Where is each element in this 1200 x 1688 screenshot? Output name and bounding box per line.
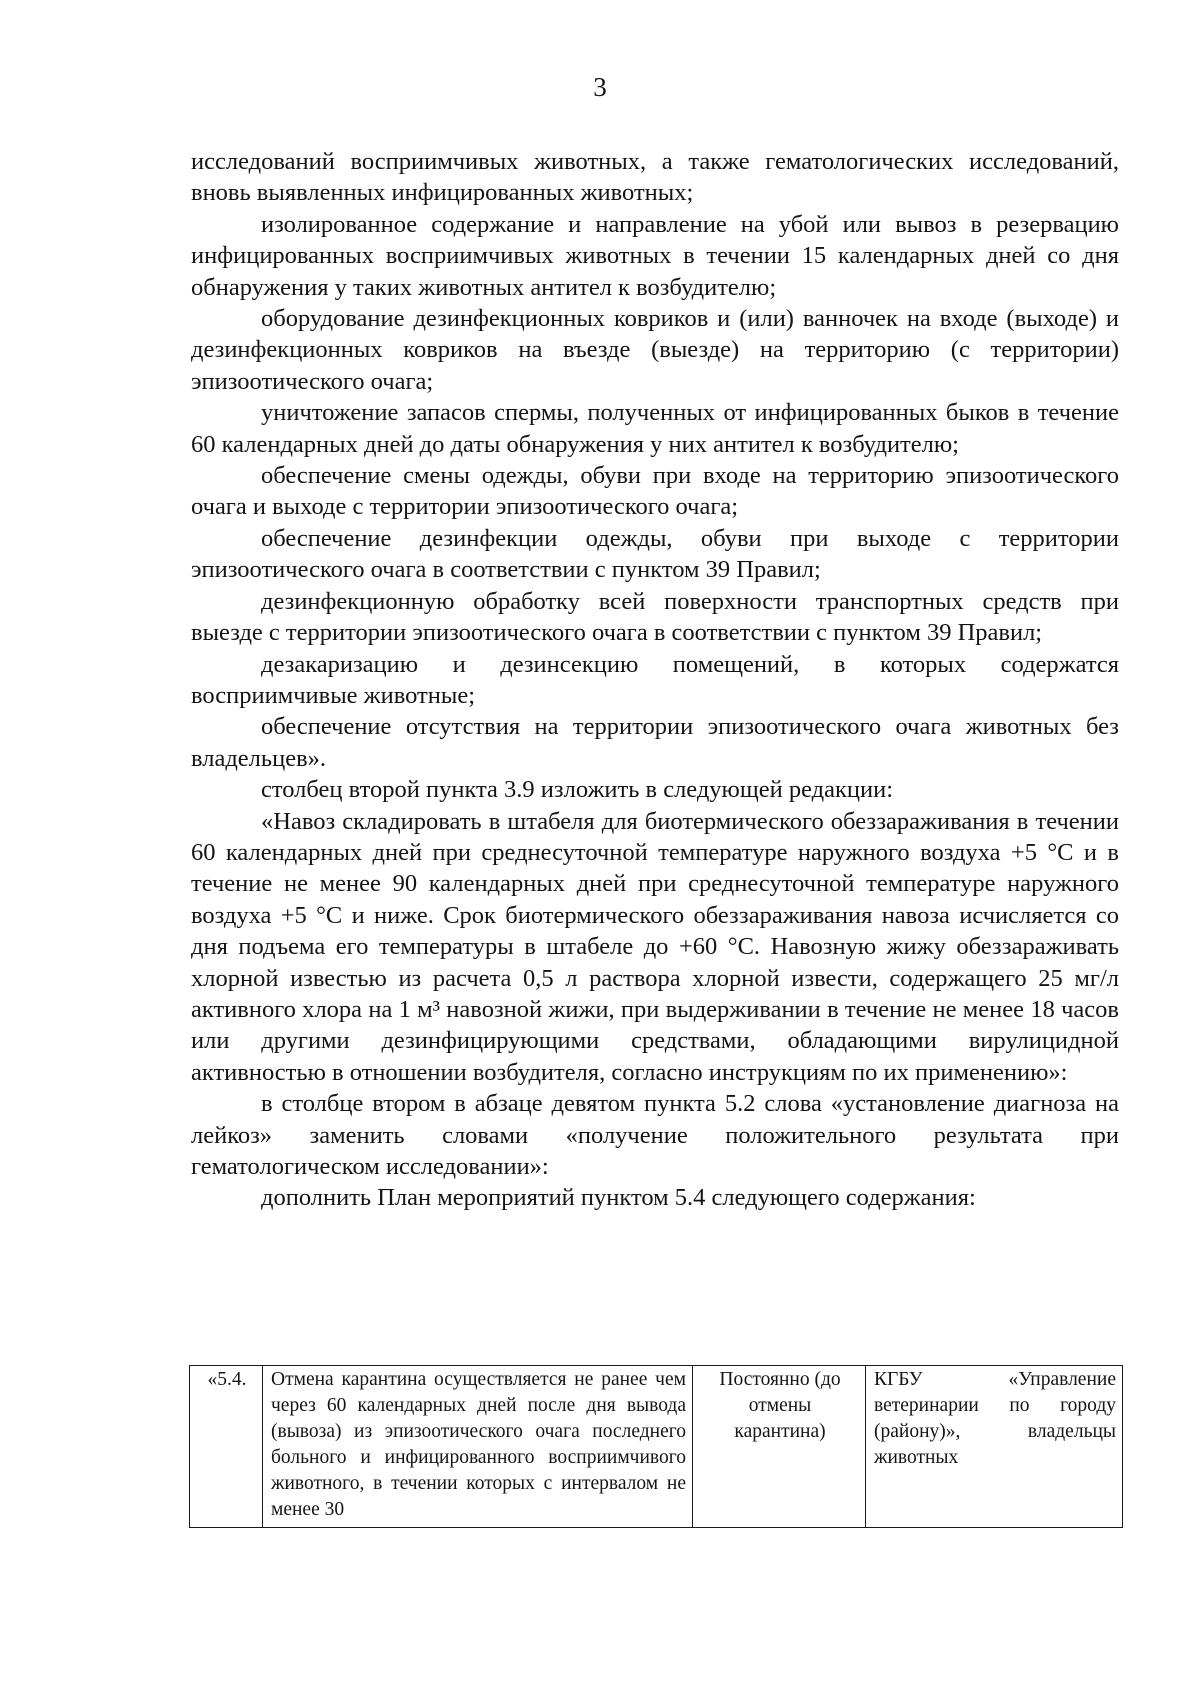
paragraph: дезинфекционную обработку всей поверхности транспортных средств при выезде с территории эпизоотического очага в соответствии с пунктом 39 Правил; (191, 587, 1119, 647)
item-number-cell: «5.4. (190, 1366, 263, 1528)
paragraph: уничтожение запасов спермы, полученных от инфицированных быков в течение 60 календарных дней до даты обнаружения у них антител к возбудителю; (191, 399, 1119, 458)
document-body (191, 146, 1119, 1214)
table-row (190, 1366, 1123, 1528)
paragraph: столбец второй пункта 3.9 изложить в следующей редакции: (261, 776, 894, 804)
paragraph: обеспечение дезинфекции одежды, обуви при выходе с территории эпизоотического очага в соответствии с пунктом 39 Правил; (191, 524, 1119, 584)
paragraph: дополнить План мероприятий пунктом 5.4 следующего содержания: (261, 1184, 976, 1212)
paragraph: обеспечение смены одежды, обуви при входе на территорию эпизоотического очага и выходе с территории эпизоотического очага; (191, 462, 1119, 521)
term-cell: Постоянно (до отмены карантина) (693, 1366, 866, 1528)
plan-table (189, 1365, 1123, 1528)
responsible-cell: КГБУ «Управление ветеринарии по городу (району)», владельцы животных (866, 1366, 1123, 1528)
paragraph: оборудование дезинфекционных ковриков и (или) ванночек на входе (выходе) и дезинфекционных ковриков на въезде (выезде) на территорию (с территории) эпизоотического очага; (191, 305, 1119, 395)
paragraph: исследований восприимчивых животных, а также гематологических исследований, вновь выявленных инфицированных животных; (191, 148, 1119, 207)
paragraph: в столбце втором в абзаце девятом пункта 5.2 слова «установление диагноза на лейкоз» заменить словами «получение положительного результата при гематологическом исследовании»: (191, 1090, 1119, 1180)
page-number: 3 (593, 72, 607, 102)
paragraph: изолированное содержание и направление на убой или вывоз в резервацию инфицированных восприимчивых животных в течении 15 календарных дней со дня обнаружения у таких животных антител к возбудителю; (191, 210, 1119, 301)
paragraph: обеспечение отсутствия на территории эпизоотического очага животных без владельцев». (191, 713, 1119, 772)
paragraph: «Навоз складировать в штабеля для биотермического обеззараживания в течении 60 календарных дней при среднесуточной температуре наружного воздуха +5 °С и в течение не менее 90 календарных дней при среднесуточной температуре наружного воздуха +5 °С и ниже. Срок биотермического обеззараживания навоза исчисляется со дня подъема его температуры в штабеле до +60 °С. Навозную жижу обеззараживать хлорной известью из расчета 0,5 л раствора хлорной извести, содержащего 25 мг/л активного хлора на 1 м³ навозной жижи, при выдерживании в течение не менее 18 часов или другими дезинфицирующими средствами, обладающими вирулицидной активностью в отношении возбудителя, согласно инструкциям по их применению»: (191, 807, 1119, 1086)
measure-cell: Отмена карантина осуществляется не ранее чем через 60 календарных дней после дня вывода (вывоза) из эпизоотического очага последнего больного и инфицированного восприимчивого животного, в течении которых с интервалом не менее 30 (263, 1366, 693, 1528)
paragraph: дезакаризацию и дезинсекцию помещений, в которых содержатся восприимчивые животные; (191, 650, 1119, 709)
